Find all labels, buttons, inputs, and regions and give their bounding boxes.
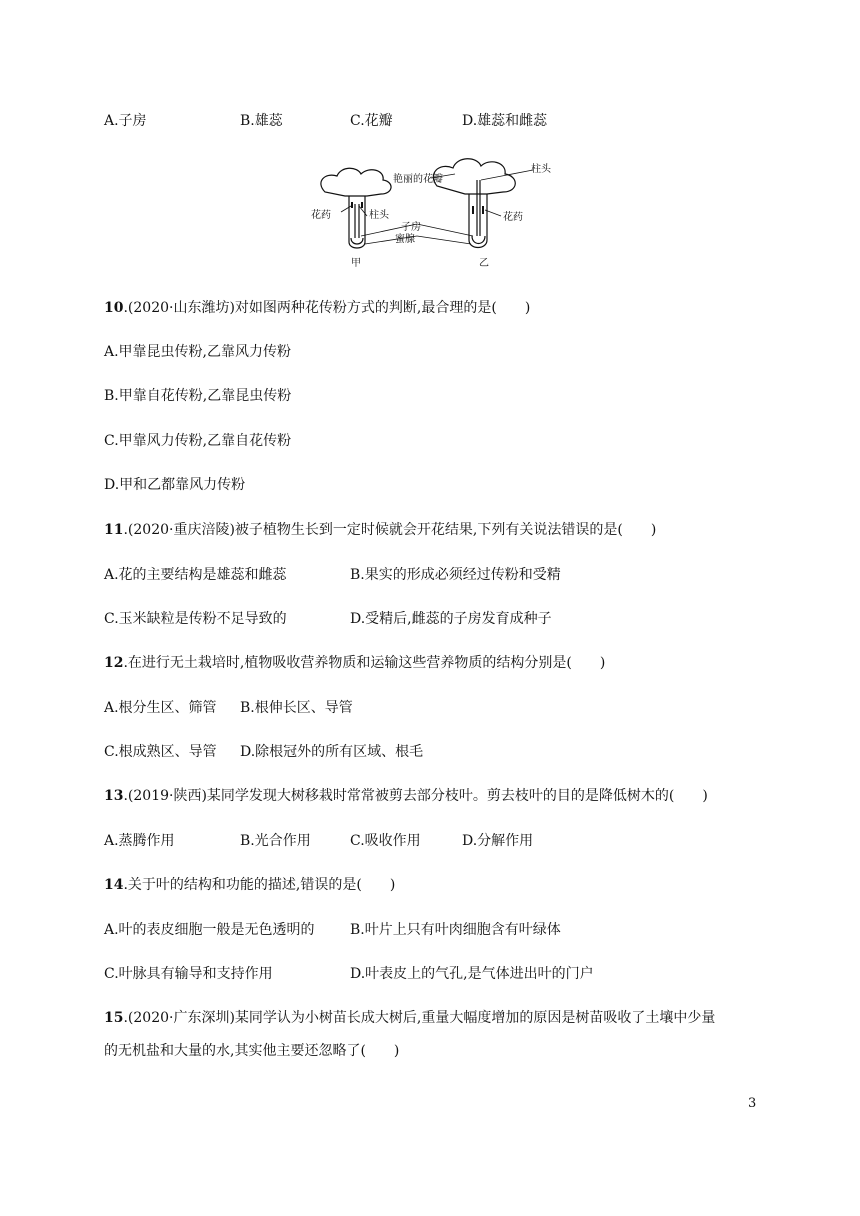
q14-text: .关于叶的结构和功能的描述,错误的是( ) (123, 877, 396, 893)
q11-option-b: B.果实的形成必须经过传粉和受精 (350, 567, 561, 583)
q10-option-b: B.甲靠自花传粉,乙靠昆虫传粉 (104, 388, 292, 404)
q15-number: 15 (104, 1010, 124, 1026)
q10-option-d: D.甲和乙都靠风力传粉 (104, 477, 246, 493)
q12-option-a: A.根分生区、筛管 (104, 700, 217, 716)
q12-stem (104, 653, 605, 673)
q12-text: .在进行无土栽培时,植物吸收营养物质和运输这些营养物质的结构分别是( ) (123, 655, 606, 671)
q13-text: .(2019·陕西)某同学发现大树移栽时常常被剪去部分枝叶。剪去枝叶的目的是降低树木的( ) (123, 788, 708, 804)
q14-option-d: D.叶表皮上的气孔,是气体进出叶的门户 (350, 966, 594, 982)
q14-stem (104, 875, 395, 895)
q13-number: 13 (104, 788, 124, 804)
q10-number: 10 (104, 300, 124, 316)
label-ovary: 子房 (401, 222, 421, 233)
q12-option-b: B.根伸长区、导管 (240, 700, 353, 716)
q10-stem (104, 298, 530, 318)
page-number: 3 (748, 1096, 757, 1111)
flower-diagram (305, 152, 560, 272)
q13-option-a: A.蒸腾作用 (104, 833, 175, 849)
q14-option-b: B.叶片上只有叶肉细胞含有叶绿体 (350, 922, 561, 938)
label-nectary: 蜜腺 (395, 234, 415, 245)
label-anther-right: 花药 (503, 212, 523, 223)
q11-option-a: A.花的主要结构是雄蕊和雌蕊 (104, 567, 287, 583)
q14-option-a: A.叶的表皮细胞一般是无色透明的 (104, 922, 315, 938)
label-stigma-right: 柱头 (531, 164, 551, 175)
label-stigma-left: 柱头 (369, 210, 389, 221)
q10-option-c: C.甲靠风力传粉,乙靠自花传粉 (104, 433, 292, 449)
q9-option-d: D.雄蕊和雌蕊 (462, 113, 548, 129)
q9-option-b: B.雄蕊 (240, 113, 283, 129)
left-flower-petals (321, 168, 391, 196)
q9-option-c: C.花瓣 (350, 113, 393, 129)
q13-option-d: D.分解作用 (462, 833, 534, 849)
q10-text: .(2020·山东潍坊)对如图两种花传粉方式的判断,最合理的是( ) (123, 300, 531, 316)
q15-stem-line1 (104, 1008, 715, 1028)
q11-option-d: D.受精后,雌蕊的子房发育成种子 (350, 611, 552, 627)
q11-text: .(2020·重庆涪陵)被子植物生长到一定时候就会开花结果,下列有关说法错误的是( ) (123, 522, 657, 538)
label-jia: 甲 (351, 258, 361, 269)
label-anther-left: 花药 (311, 210, 331, 221)
q11-option-c: C.玉米缺粒是传粉不足导致的 (104, 611, 287, 627)
q14-number: 14 (104, 877, 124, 893)
q11-stem (104, 520, 656, 540)
q10-option-a: A.甲靠昆虫传粉,乙靠风力传粉 (104, 344, 292, 360)
label-petal: 艳丽的花瓣 (393, 174, 443, 185)
q15-stem-line2: 的无机盐和大量的水,其实他主要还忽略了( ) (104, 1043, 400, 1059)
q12-option-c: C.根成熟区、导管 (104, 744, 217, 760)
right-flower-pistil (477, 180, 480, 236)
q9-option-a: A.子房 (104, 113, 147, 129)
q13-option-b: B.光合作用 (240, 833, 311, 849)
q14-option-c: C.叶脉具有输导和支持作用 (104, 966, 273, 982)
q12-option-d: D.除根冠外的所有区域、根毛 (240, 744, 424, 760)
q13-stem (104, 786, 708, 806)
q12-number: 12 (104, 655, 124, 671)
flower-pollination-figure (305, 152, 560, 272)
label-yi: 乙 (479, 258, 489, 269)
left-flower-pistil (355, 204, 359, 238)
q15-text-line1: .(2020·广东深圳)某同学认为小树苗长成大树后,重量大幅度增加的原因是树苗吸收了土壤中少量 (123, 1010, 716, 1026)
right-flower-petals (433, 159, 515, 194)
q13-option-c: C.吸收作用 (350, 833, 421, 849)
q11-number: 11 (104, 522, 124, 538)
